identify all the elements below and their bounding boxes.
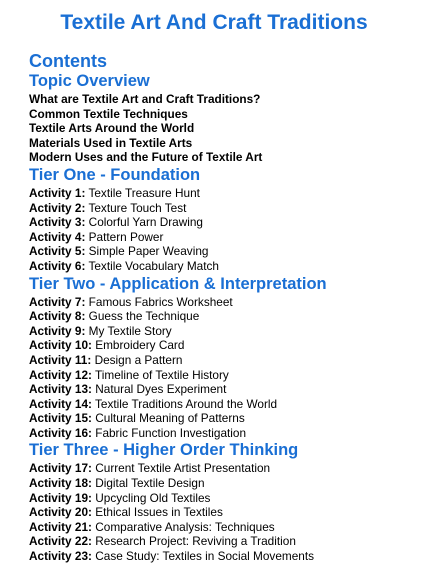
toc-entry-activity-23[interactable] bbox=[29, 549, 424, 564]
activity-number: Activity 5: bbox=[29, 244, 86, 259]
activity-title: Research Project: Reviving a Tradition bbox=[95, 534, 296, 549]
activity-title: Upcycling Old Textiles bbox=[95, 490, 211, 505]
activity-number: Activity 1: bbox=[29, 185, 86, 200]
activity-number: Activity 18: bbox=[29, 476, 92, 491]
activity-title: Fabric Function Investigation bbox=[95, 425, 247, 440]
toc-entry-activity-1[interactable] bbox=[29, 186, 424, 201]
activity-title: Famous Fabrics Worksheet bbox=[88, 294, 233, 309]
activity-number: Activity 3: bbox=[29, 215, 86, 230]
toc-entry-overview-4[interactable]: Materials Used in Textile Arts bbox=[29, 135, 193, 150]
toc-entry-activity-15[interactable] bbox=[29, 411, 424, 426]
activity-number: Activity 23: bbox=[29, 549, 92, 564]
activity-title: Design a Pattern bbox=[94, 352, 183, 367]
toc-entry-activity-19[interactable] bbox=[29, 491, 424, 506]
activity-title: Embroidery Card bbox=[95, 338, 185, 353]
toc-entry-overview-1[interactable]: What are Textile Art and Craft Traditions? bbox=[29, 92, 261, 106]
toc-entry-activity-22[interactable] bbox=[29, 534, 424, 549]
activity-title: Colorful Yarn Drawing bbox=[88, 215, 203, 230]
toc-entry-activity-21[interactable] bbox=[29, 520, 424, 535]
activity-number: Activity 21: bbox=[29, 519, 92, 534]
section-heading-tier-one[interactable]: Tier One - Foundation bbox=[29, 165, 201, 184]
toc-entry-activity-20[interactable] bbox=[29, 505, 424, 520]
activity-title: Textile Traditions Around the World bbox=[95, 396, 278, 411]
toc-entry-activity-16[interactable] bbox=[29, 426, 424, 441]
activity-title: Pattern Power bbox=[88, 229, 164, 244]
section-heading-tier-three[interactable]: Tier Three - Higher Order Thinking bbox=[29, 441, 299, 460]
table-of-contents bbox=[29, 71, 424, 564]
toc-entry-activity-18[interactable] bbox=[29, 476, 424, 491]
toc-entry-activity-6[interactable] bbox=[29, 259, 424, 274]
toc-entry-activity-7[interactable] bbox=[29, 295, 424, 310]
activity-title: Digital Textile Design bbox=[95, 476, 205, 491]
activity-number: Activity 17: bbox=[29, 461, 92, 476]
toc-entry-activity-10[interactable] bbox=[29, 338, 424, 353]
section-heading-tier-two[interactable]: Tier Two - Application & Interpretation bbox=[29, 274, 327, 293]
activity-number: Activity 14: bbox=[29, 396, 92, 411]
activity-number: Activity 12: bbox=[29, 367, 92, 382]
activity-title: Guess the Technique bbox=[88, 309, 200, 324]
activity-title: Case Study: Textiles in Social Movements bbox=[95, 549, 315, 564]
toc-entry-activity-12[interactable] bbox=[29, 368, 424, 383]
activity-number: Activity 11: bbox=[29, 352, 92, 367]
toc-entry-activity-17[interactable] bbox=[29, 461, 424, 476]
toc-entry-activity-5[interactable] bbox=[29, 244, 424, 259]
activity-number: Activity 15: bbox=[29, 411, 92, 426]
toc-entry-activity-9[interactable] bbox=[29, 324, 424, 339]
toc-entry-overview-2[interactable]: Common Textile Techniques bbox=[29, 106, 188, 121]
toc-entry-activity-8[interactable] bbox=[29, 309, 424, 324]
activity-title: Natural Dyes Experiment bbox=[95, 382, 227, 397]
activity-title: Textile Vocabulary Match bbox=[88, 258, 219, 273]
activity-title: Comparative Analysis: Techniques bbox=[95, 519, 275, 534]
activity-title: Current Textile Artist Presentation bbox=[95, 461, 271, 476]
toc-entry-activity-4[interactable] bbox=[29, 230, 424, 245]
activity-number: Activity 6: bbox=[29, 258, 86, 273]
toc-entry-activity-2[interactable] bbox=[29, 201, 424, 216]
activity-title: Simple Paper Weaving bbox=[88, 244, 209, 259]
activity-title: My Textile Story bbox=[88, 323, 172, 338]
activity-number: Activity 8: bbox=[29, 309, 86, 324]
activity-title: Cultural Meaning of Patterns bbox=[95, 411, 245, 426]
activity-title: Timeline of Textile History bbox=[95, 367, 229, 382]
activity-number: Activity 9: bbox=[29, 323, 86, 338]
activity-number: Activity 7: bbox=[29, 294, 86, 309]
activity-title: Textile Treasure Hunt bbox=[88, 185, 200, 200]
activity-title: Ethical Issues in Textiles bbox=[95, 505, 223, 520]
activity-number: Activity 20: bbox=[29, 505, 92, 520]
toc-entry-overview-5[interactable]: Modern Uses and the Future of Textile Art bbox=[29, 150, 263, 165]
activity-number: Activity 10: bbox=[29, 338, 92, 353]
section-heading-topic-overview[interactable]: Topic Overview bbox=[29, 72, 150, 90]
activity-number: Activity 4: bbox=[29, 229, 86, 244]
document-title: Textile Art And Craft Traditions bbox=[60, 11, 368, 34]
toc-entry-activity-11[interactable] bbox=[29, 353, 424, 368]
toc-entry-activity-13[interactable] bbox=[29, 382, 424, 397]
activity-number: Activity 16: bbox=[29, 425, 92, 440]
activity-number: Activity 2: bbox=[29, 200, 86, 215]
toc-entry-activity-14[interactable] bbox=[29, 397, 424, 412]
activity-number: Activity 22: bbox=[29, 534, 92, 549]
activity-number: Activity 19: bbox=[29, 490, 92, 505]
contents-heading: Contents bbox=[29, 51, 107, 71]
toc-entry-overview-3[interactable]: Textile Arts Around the World bbox=[29, 121, 195, 136]
toc-entry-activity-3[interactable] bbox=[29, 215, 424, 230]
activity-number: Activity 13: bbox=[29, 382, 92, 397]
activity-title: Texture Touch Test bbox=[88, 200, 187, 215]
